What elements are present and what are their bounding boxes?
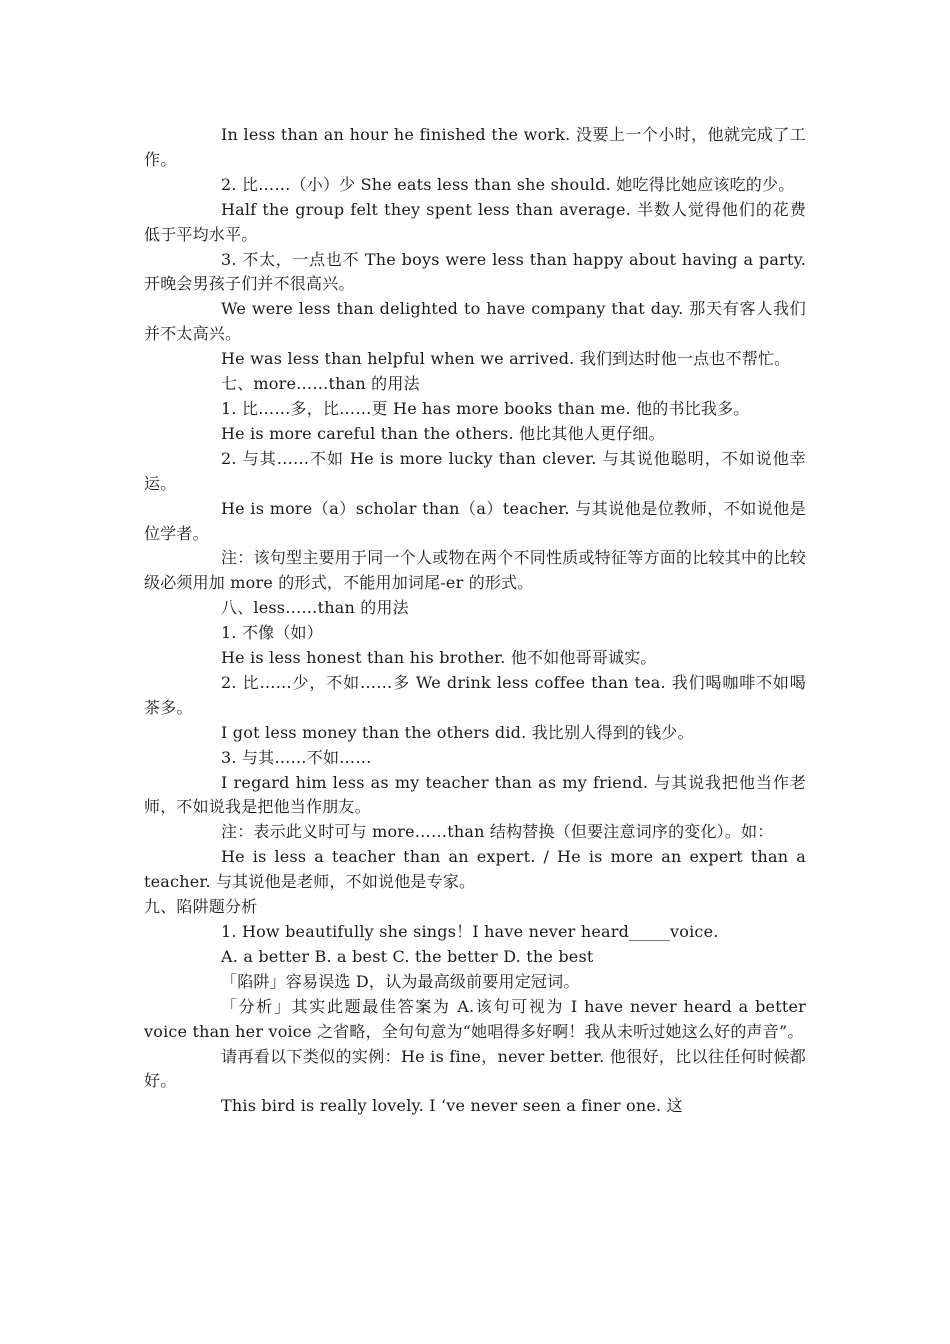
similar-example-1: 请再看以下类似的实例：He is fine，never better. 他很好，比以往任何时候都好。: [144, 1046, 806, 1091]
example-half-group: Half the group felt they spent less than average. 半数人觉得他们的花费低于平均水平。: [144, 199, 806, 244]
question-1-options: A. a better B. a best C. the better D. the best: [221, 946, 594, 966]
example-regard: I regard him less as my teacher than as my friend. 与其说我把他当作老师，不如说我是把他当作朋友。: [144, 772, 806, 817]
usage-less-than-3: 3. 不太，一点也不 The boys were less than happy about having a party. 开晚会男孩子们并不很高兴。: [144, 249, 806, 294]
usage-more-than-1: 1. 比……多，比……更 He has more books than me. 他的书比我多。: [221, 398, 750, 418]
question-1: 1. How beautifully she sings！I have never heard_____voice.: [221, 922, 719, 941]
section-heading-less-than: 八、less……than 的用法: [221, 598, 409, 618]
usage-less-than-2: 2. 比……（小）少 She eats less than she should. 她吃得比她应该吃的少。: [221, 174, 795, 194]
example-less-than-hour: In less than an hour he finished the work. 没要上一个小时，他就完成了工作。: [144, 125, 806, 169]
example-honest: He is less honest than his brother. 他不如他哥哥诚实。: [221, 648, 657, 668]
trap-note: 「陷阱」容易误选 D，认为最高级前要用定冠词。: [221, 971, 580, 991]
example-careful: He is more careful than the others. 他比其他人更仔细。: [221, 423, 665, 443]
example-scholar: He is more（a）scholar than（a）teacher. 与其说他是位教师，不如说他是位学者。: [144, 498, 806, 543]
usage-less-than-b1: 1. 不像（如）: [221, 623, 323, 643]
note-more-than: 注：该句型主要用于同一个人或物在两个不同性质或特征等方面的比较其中的比较级必须用加 more 的形式，不能用加词尾-er 的形式。: [144, 548, 806, 593]
analysis-note: 「分析」其实此题最佳答案为 A.该句可视为 I have never heard a better voice than her voice 之省略，全句句意为“她唱得多好啊！我从未听过她这么好的声音”。: [144, 996, 806, 1041]
note-less-than: 注：表示此义时可与 more……than 结构替换（但要注意词序的变化）。如：: [221, 822, 774, 842]
example-expert: He is less a teacher than an expert. / He is more an expert than a teacher. 与其说他是老师，不如说他是专家。: [144, 847, 806, 892]
example-helpful: He was less than helpful when we arrived. 我们到达时他一点也不帮忙。: [221, 349, 791, 369]
section-heading-traps: 九、陷阱题分析: [144, 897, 258, 917]
usage-less-than-b3: 3. 与其……不如……: [221, 747, 372, 767]
usage-less-than-b2: 2. 比……少，不如……多 We drink less coffee than tea. 我们喝咖啡不如喝茶多。: [144, 672, 806, 717]
document-page: [144, 123, 806, 1119]
example-money: I got less money than the others did. 我比别人得到的钱少。: [221, 722, 694, 742]
usage-more-than-2: 2. 与其……不如 He is more lucky than clever. 与其说他聪明，不如说他幸运。: [144, 448, 806, 493]
similar-example-2: This bird is really lovely. I ‘ve never seen a finer one. 这: [221, 1096, 683, 1116]
example-delighted: We were less than delighted to have company that day. 那天有客人我们并不太高兴。: [144, 299, 806, 344]
section-heading-more-than: 七、more……than 的用法: [221, 374, 420, 394]
